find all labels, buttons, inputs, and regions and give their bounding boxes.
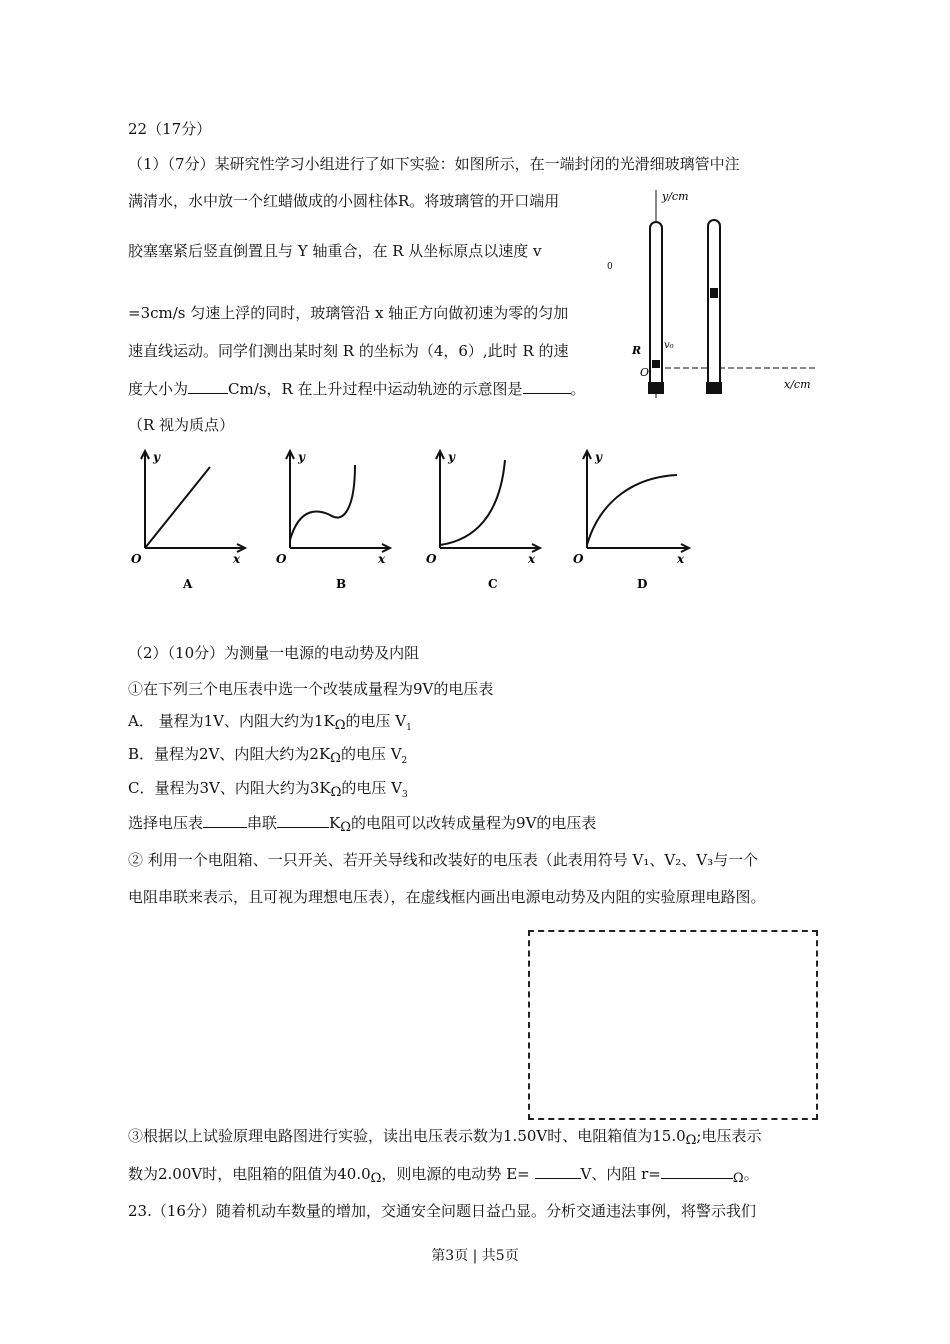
trajectory-curve <box>587 475 677 545</box>
option-a <box>128 710 412 733</box>
answer-blank-trajectory[interactable] <box>523 379 571 394</box>
option-graph-d[interactable] <box>565 445 695 595</box>
axes <box>141 451 245 552</box>
text: ，则电源的电动势 E= <box>381 1165 530 1183</box>
stopper-right <box>706 382 722 394</box>
x-label: x <box>378 552 386 566</box>
x-label: x <box>528 552 536 566</box>
option-label: D <box>637 577 648 591</box>
option-label: B <box>336 577 347 591</box>
y-label: y <box>153 450 160 464</box>
x-label: x <box>233 552 241 566</box>
trajectory-curve <box>290 465 355 540</box>
stopper-left <box>648 382 664 394</box>
text: 的电压 V <box>340 745 402 763</box>
origin-label: O <box>131 552 142 566</box>
x-label: x <box>677 552 685 566</box>
q22-p2-line1: （2）（10分）为测量一电源的电动势及内阻 <box>128 644 420 662</box>
text: 的电压 V <box>341 779 402 797</box>
option-label: C <box>488 577 498 591</box>
omega: Ω <box>685 1133 697 1148</box>
q22-p3-line2 <box>128 1163 759 1186</box>
circuit-drawing-box[interactable] <box>528 930 818 1120</box>
origin-label: O <box>640 366 650 379</box>
x-axis-label: x/cm <box>784 378 811 391</box>
q22-p2-line2: ①在下列三个电压表中选一个改装成量程为9V的电压表 <box>128 680 494 698</box>
text: C．量程为3V、内阻大约为3K <box>128 779 331 797</box>
answer-blank-voltmeter[interactable] <box>203 813 247 828</box>
answer-blank-emf[interactable] <box>535 1164 581 1179</box>
option-b <box>128 743 407 766</box>
omega: Ω <box>334 718 346 733</box>
text: K <box>329 814 341 832</box>
q22-p1-line4: =3cm/s 匀速上浮的同时，玻璃管沿 x 轴正方向做初速为零的匀加 <box>128 304 569 322</box>
text: 的电阻可以改转成量程为9V的电压表 <box>351 814 597 832</box>
axes <box>583 451 689 552</box>
text: ③根据以上试验原理电路图进行实验，读出电压表示数为1.50V时、电阻箱值为15.0 <box>128 1127 686 1145</box>
q22-p1-line5: 速直线运动。同学们测出某时刻 R 的坐标为（4，6）,此时 R 的速 <box>128 342 569 360</box>
page-footer: 第3页 | 共5页 <box>431 1248 519 1264</box>
text: 。 <box>743 1165 759 1183</box>
text: V、内阻 r= <box>580 1165 661 1183</box>
text: 的电压 V <box>345 712 407 730</box>
text: ;电压表示 <box>696 1127 762 1145</box>
y-label: y <box>595 450 602 464</box>
answer-blank-resistance[interactable] <box>277 813 329 828</box>
q22-p1-line6 <box>128 378 586 399</box>
q22-p3-line1 <box>128 1125 761 1148</box>
y-axis-label: y/cm <box>662 190 689 203</box>
q22-p1-line3: 胶塞塞紧后竖直倒置且与 Y 轴重合，在 R 从坐标原点以速度 v <box>128 242 542 260</box>
text: A． 量程为1V、内阻大约为1K <box>128 712 335 730</box>
trajectory-curve <box>440 460 505 545</box>
omega: Ω <box>330 751 341 766</box>
text: 串联 <box>247 814 278 832</box>
tube-right <box>708 220 720 392</box>
trajectory-curve <box>145 467 210 548</box>
wax-cylinder-right <box>710 288 718 298</box>
omega: Ω <box>732 1171 744 1186</box>
subscript: 1 <box>406 723 412 733</box>
option-graph-a[interactable] <box>125 445 250 595</box>
origin-label: O <box>276 552 287 566</box>
q22-header: 22（17分） <box>128 120 212 138</box>
q22-p1-line7: （R 视为质点） <box>128 416 235 434</box>
omega: Ω <box>370 1171 382 1186</box>
text: 数为2.00V时，电阻箱的阻值为40.0 <box>128 1165 371 1183</box>
answer-blank-internal-resistance[interactable] <box>661 1164 733 1179</box>
wax-cylinder-left <box>652 360 660 368</box>
text: 。 <box>570 380 586 398</box>
option-graph-c[interactable] <box>420 445 545 595</box>
option-c <box>128 777 408 800</box>
option-graph-b[interactable] <box>270 445 395 595</box>
text: B．量程为2V、内阻大约为2K <box>128 745 331 763</box>
selection-line <box>128 812 596 835</box>
origin-label: O <box>573 552 584 566</box>
text: 选择电压表 <box>128 814 204 832</box>
q22-p2-line3: ② 利用一个电阻箱、一只开关、若开关导线和改装好的电压表（此表用符号 V₁、V₂、V₃与一个 <box>128 851 759 869</box>
y-label: y <box>448 450 455 464</box>
option-label: A <box>183 577 193 591</box>
q22-p2-line4: 电阻串联来表示，且可视为理想电压表），在虚线框内画出电源电动势及内阻的实验原理电路图。 <box>128 888 766 906</box>
origin-label: O <box>426 552 437 566</box>
q23-line1: 23.（16分）随着机动车数量的增加，交通安全问题日益凸显。分析交通违法事例，将警示我们 <box>128 1202 756 1220</box>
text: Cm/s，R 在上升过程中运动轨迹的示意图是 <box>228 380 523 398</box>
q22-p1-line1: （1）（7分）某研究性学习小组进行了如下实验：如图所示，在一端封闭的光滑细玻璃管中注 <box>128 155 740 173</box>
v0-label: v₀ <box>664 340 674 351</box>
answer-blank-speed[interactable] <box>188 379 228 394</box>
y-label: y <box>298 450 305 464</box>
v-subscript: 0 <box>607 262 613 272</box>
subscript: 3 <box>402 790 408 800</box>
omega: Ω <box>330 785 342 800</box>
subscript: 2 <box>401 756 408 766</box>
glass-tube-figure <box>626 188 826 408</box>
axes <box>286 451 390 552</box>
text: 度大小为 <box>128 380 189 398</box>
omega: Ω <box>340 820 352 835</box>
q22-p1-line2: 满清水，水中放一个红蜡做成的小圆柱体R。将玻璃管的开口端用 <box>128 192 560 210</box>
r-label: R <box>632 344 642 357</box>
axes <box>436 451 540 552</box>
